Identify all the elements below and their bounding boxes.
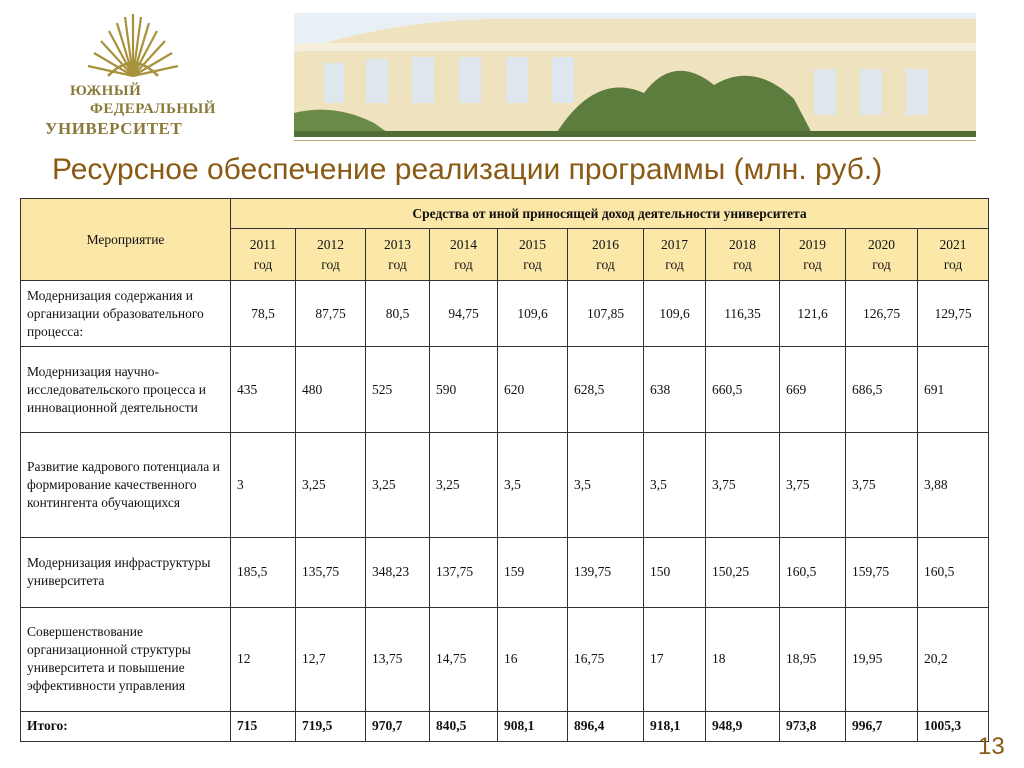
value-cell: 12	[231, 607, 296, 711]
value-cell: 480	[296, 347, 366, 433]
value-cell: 129,75	[918, 281, 989, 347]
year-value: 2011	[249, 236, 277, 252]
table-row	[21, 537, 989, 607]
year-value: 2012	[317, 236, 344, 252]
value-cell: 126,75	[846, 281, 918, 347]
row-label: Модернизация научно-исследовательского процесса и инновационной деятельности	[21, 347, 231, 433]
year-value: 2019	[799, 236, 826, 252]
value-cell: 18	[706, 607, 780, 711]
row-label: Модернизация содержания и организации образовательного процесса:	[21, 281, 231, 347]
university-building-photo	[294, 13, 976, 137]
year-header	[231, 229, 296, 281]
value-cell: 109,6	[644, 281, 706, 347]
value-cell: 3,25	[296, 433, 366, 537]
year-header	[366, 229, 430, 281]
year-unit: год	[943, 256, 963, 272]
year-header	[644, 229, 706, 281]
logo-text-line1: ЮЖНЫЙ	[70, 83, 142, 99]
value-cell: 660,5	[706, 347, 780, 433]
row-label: Модернизация инфраструктуры университета	[21, 537, 231, 607]
row-label: Совершенствование организационной структуры университета и повышение эффективности управления	[21, 607, 231, 711]
year-unit: год	[253, 256, 273, 272]
table-row	[21, 347, 989, 433]
value-cell: 16,75	[568, 607, 644, 711]
value-cell: 348,23	[366, 537, 430, 607]
year-header	[568, 229, 644, 281]
value-cell: 14,75	[430, 607, 498, 711]
value-cell: 691	[918, 347, 989, 433]
value-cell: 918,1	[644, 711, 706, 741]
row-label: Итого:	[21, 711, 231, 741]
value-cell: 3,75	[780, 433, 846, 537]
logo-text-line2: ФЕДЕРАЛЬНЫЙ	[90, 101, 216, 117]
funding-group-header: Средства от иной приносящей доход деятельности университета	[231, 199, 989, 229]
value-cell: 3,75	[706, 433, 780, 537]
value-cell: 94,75	[430, 281, 498, 347]
value-cell: 12,7	[296, 607, 366, 711]
value-cell: 137,75	[430, 537, 498, 607]
table-row	[21, 281, 989, 347]
page-number: 13	[978, 733, 1005, 760]
year-value: 2021	[939, 236, 967, 252]
university-logo	[40, 10, 240, 138]
value-cell: 17	[644, 607, 706, 711]
value-cell: 590	[430, 347, 498, 433]
value-cell: 19,95	[846, 607, 918, 711]
year-unit: год	[454, 256, 473, 272]
value-cell: 840,5	[430, 711, 498, 741]
year-header	[296, 229, 366, 281]
value-cell: 159	[498, 537, 568, 607]
value-cell: 16	[498, 607, 568, 711]
value-cell: 620	[498, 347, 568, 433]
value-cell: 87,75	[296, 281, 366, 347]
year-header	[498, 229, 568, 281]
table-row	[21, 433, 989, 537]
year-unit: год	[596, 256, 615, 272]
value-cell: 719,5	[296, 711, 366, 741]
header-divider	[294, 140, 976, 141]
value-cell: 686,5	[846, 347, 918, 433]
year-header	[706, 229, 780, 281]
year-unit: год	[803, 256, 822, 272]
year-header	[918, 229, 989, 281]
value-cell: 525	[366, 347, 430, 433]
year-value: 2017	[661, 236, 688, 252]
year-value: 2013	[384, 236, 411, 252]
value-cell: 121,6	[780, 281, 846, 347]
value-cell: 185,5	[231, 537, 296, 607]
year-unit: год	[523, 256, 542, 272]
value-cell: 970,7	[366, 711, 430, 741]
value-cell: 435	[231, 347, 296, 433]
value-cell: 3,25	[430, 433, 498, 537]
logo-text-line3: УНИВЕРСИТЕТ	[45, 119, 183, 138]
value-cell: 3,5	[498, 433, 568, 537]
value-cell: 973,8	[780, 711, 846, 741]
year-unit: год	[872, 256, 891, 272]
year-value: 2020	[868, 236, 895, 252]
value-cell: 948,9	[706, 711, 780, 741]
year-header	[846, 229, 918, 281]
value-cell: 715	[231, 711, 296, 741]
year-unit: год	[665, 256, 684, 272]
value-cell: 3,5	[644, 433, 706, 537]
value-cell: 135,75	[296, 537, 366, 607]
year-header	[780, 229, 846, 281]
activity-column-header: Мероприятие	[21, 199, 231, 281]
value-cell: 996,7	[846, 711, 918, 741]
value-cell: 13,75	[366, 607, 430, 711]
value-cell: 3,75	[846, 433, 918, 537]
value-cell: 1005,3	[918, 711, 989, 741]
value-cell: 3	[231, 433, 296, 537]
value-cell: 3,88	[918, 433, 989, 537]
value-cell: 116,35	[706, 281, 780, 347]
value-cell: 896,4	[568, 711, 644, 741]
year-unit: год	[388, 256, 407, 272]
year-header	[430, 229, 498, 281]
total-row	[21, 711, 989, 741]
value-cell: 78,5	[231, 281, 296, 347]
value-cell: 20,2	[918, 607, 989, 711]
value-cell: 628,5	[568, 347, 644, 433]
value-cell: 107,85	[568, 281, 644, 347]
value-cell: 139,75	[568, 537, 644, 607]
value-cell: 638	[644, 347, 706, 433]
value-cell: 80,5	[366, 281, 430, 347]
year-unit: год	[733, 256, 752, 272]
year-unit: год	[321, 256, 340, 272]
value-cell: 150,25	[706, 537, 780, 607]
value-cell: 160,5	[918, 537, 989, 607]
value-cell: 3,25	[366, 433, 430, 537]
value-cell: 3,5	[568, 433, 644, 537]
sunburst-emblem-icon	[78, 10, 188, 82]
value-cell: 18,95	[780, 607, 846, 711]
value-cell: 160,5	[780, 537, 846, 607]
table-row	[21, 607, 989, 711]
value-cell: 109,6	[498, 281, 568, 347]
year-value: 2016	[592, 236, 619, 252]
value-cell: 908,1	[498, 711, 568, 741]
value-cell: 159,75	[846, 537, 918, 607]
page-title: Ресурсное обеспечение реализации программы (млн. руб.)	[52, 153, 883, 186]
year-value: 2014	[450, 236, 477, 252]
value-cell: 669	[780, 347, 846, 433]
row-label: Развитие кадрового потенциала и формирование качественного контингента обучающихся	[21, 433, 231, 537]
value-cell: 150	[644, 537, 706, 607]
year-value: 2015	[519, 236, 546, 252]
resource-table	[20, 198, 989, 742]
year-value: 2018	[729, 236, 756, 252]
